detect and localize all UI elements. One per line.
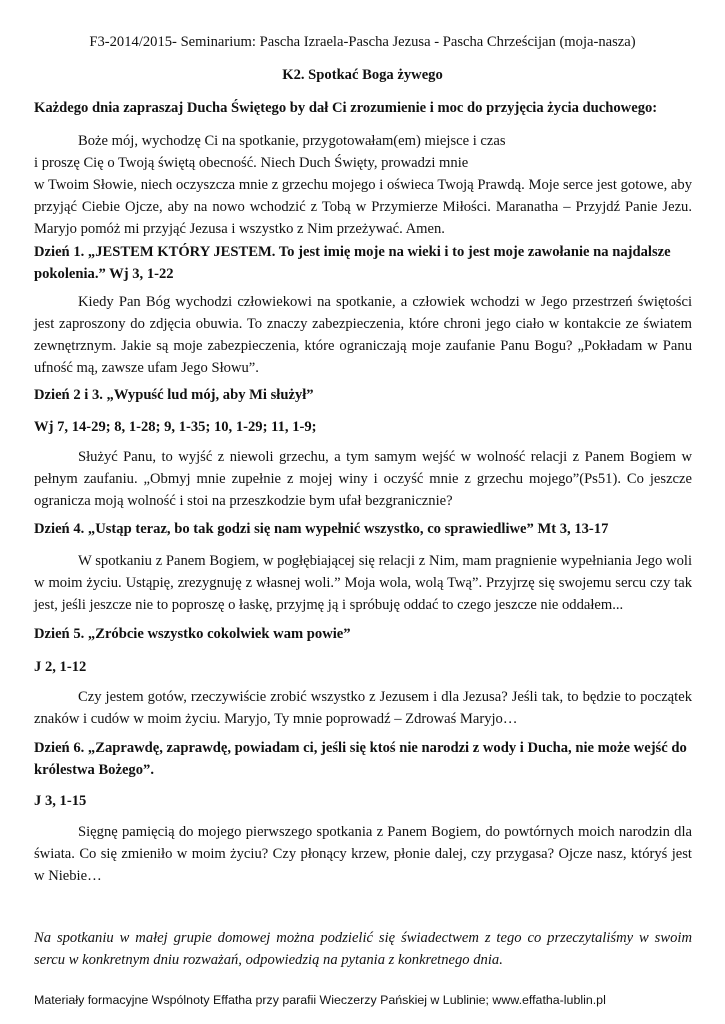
- day1-text: Kiedy Pan Bóg wychodzi człowiekowi na spotkanie, a człowiek wchodzi w Jego przestrzeń świętości jest zaproszony do zdjęcia obuwia. To znaczy zabezpieczenia, które chroni jego ciało w kontakcie ze światem zewnętrznym. Jakie są moje zabezpieczenia, które ograniczają moje zaufanie Panu Bogu? „Pokładam w Panu ufność mą, zawsze ufam Jego Słowu”.: [34, 294, 692, 376]
- day5-text: Czy jestem gotów, rzeczywiście zrobić wszystko z Jezusem i dla Jezusa? Jeśli tak, to będzie to początek znaków i cudów w moim życiu. Maryjo, Ty mnie poprowadź – Zdrowaś Maryjo…: [34, 689, 692, 727]
- page-footer: Materiały formacyjne Wspólnoty Effatha przy parafii Wieczerzy Pańskiej w Lublinie; www.effatha-lublin.pl: [34, 993, 606, 1007]
- prayer-rest: w Twoim Słowie, niech oczyszcza mnie z grzechu mojego i oświeca Twoją Prawdą. Moje serce jest gotowe, aby przyjąć Ciebie Ojcze, aby na nowo wchodzić z Tobą w Przymierze Miłości. Maranatha – Przyjdź Panie Jezu. Maryjo pomóż mi przyjąć Jezusa i wszystko z Nim przeżywać. Amen.: [34, 177, 692, 237]
- day2-ref: Wj 7, 14-29; 8, 1-28; 9, 1-35; 10, 1-29; 11, 1-9;: [34, 419, 317, 435]
- page-header: F3-2014/2015- Seminarium: Pascha Izraela-Pascha Jezusa - Pascha Chrześcijan (moja-nasza): [89, 34, 636, 50]
- day6-ref: J 3, 1-15: [34, 793, 87, 809]
- day6-heading: Dzień 6. „Zaprawdę, zaprawdę, powiadam ci, jeśli się ktoś nie narodzi z wody i Ducha, nie może wejść do królestwa Bożego”.: [34, 740, 687, 778]
- prayer-paragraph: [34, 130, 692, 240]
- prayer-line-1: Boże mój, wychodzę Ci na spotkanie, przygotowałam(em) miejsce i czas: [78, 133, 506, 149]
- day2-heading: Dzień 2 i 3. „Wypuść lud mój, aby Mi służył”: [34, 387, 314, 403]
- day4-heading: Dzień 4. „Ustąp teraz, bo tak godzi się nam wypełnić wszystko, co sprawiedliwe” Mt 3, 13-17: [34, 521, 609, 537]
- group-note: Na spotkaniu w małej grupie domowej można podzielić się świadectwem z tego co przeczytaliśmy w swoim sercu w konkretnym dniu rozważań, odpowiedzią na pytania z konkretnego dnia.: [34, 930, 692, 968]
- intro-heading: Każdego dnia zapraszaj Ducha Świętego by dał Ci zrozumienie i moc do przyjęcia życia duchowego:: [34, 100, 658, 116]
- day2-text: Służyć Panu, to wyjść z niewoli grzechu, a tym samym wejść w wolność relacji z Panem Bogiem w pełnym zaufaniu. „Obmyj mnie zupełnie z mojej winy i oczyść mnie z grzechu mojego”(Ps51). Co jeszcze ogranicza moją wolność i stoi na przeszkodzie bym ufał bezgranicznie?: [34, 449, 692, 509]
- day5-heading: Dzień 5. „Zróbcie wszystko cokolwiek wam powie”: [34, 626, 351, 642]
- prayer-line-2: i proszę Cię o Twoją świętą obecność. Niech Duch Święty, prowadzi mnie: [34, 155, 469, 171]
- day6-text: Sięgnę pamięcią do mojego pierwszego spotkania z Panem Bogiem, do powtórnych moich narodzin dla świata. Co się zmieniło w moim życiu? Czy płonący krzew, płonie dalej, czy przygasa? Ojcze nasz, któryś jest w Niebie…: [34, 824, 692, 884]
- page-subtitle: K2. Spotkać Boga żywego: [282, 67, 443, 83]
- day5-ref: J 2, 1-12: [34, 659, 87, 675]
- day4-text: W spotkaniu z Panem Bogiem, w pogłębiającej się relacji z Nim, mam pragnienie wypełniania Jego woli w moim życiu. Ustąpię, zrezygnuję z własnej woli.” Moja wola, wolą Twą”. Przyjrzę się swojemu sercu czy tak jest, jeśli jeszcze nie to poproszę o łaskę, przyjmę ją i spróbuję oddać to czego jeszcze nie oddałem...: [34, 553, 692, 613]
- day1-heading: Dzień 1. „JESTEM KTÓRY JESTEM. To jest imię moje na wieki i to jest moje zawołanie na najdalsze pokolenia.” Wj 3, 1-22: [34, 244, 671, 282]
